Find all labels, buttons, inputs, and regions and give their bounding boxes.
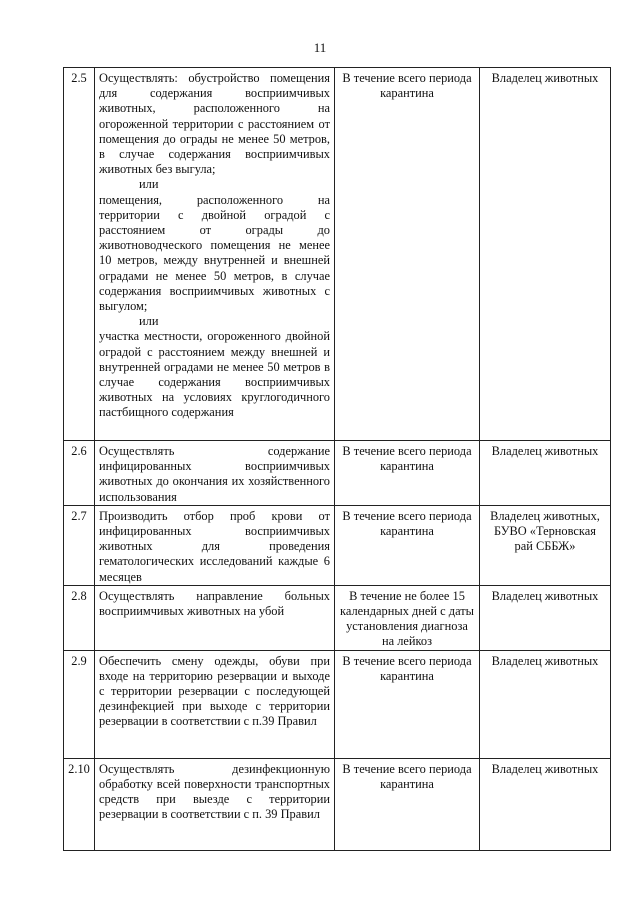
row-action xyxy=(95,68,335,441)
row-term: В течение не более 15 календарных дней с даты установления диагноза на лейкоз xyxy=(335,585,480,650)
action-paragraph: помещения, расположенного на территории с двойной оградой с расстоянием от ограды до животноводческого помещения не менее 10 метров, между внутренней и внешней оградами не менее 50 метров, в случае содержания восприимчивых животных с выгулом; xyxy=(99,192,330,314)
row-action: Осуществлять направление больных восприимчивых животных на убой xyxy=(95,585,335,650)
row-action: Обеспечить смену одежды, обуви при входе на территорию резервации и выходе с территории резервации с последующей дезинфекцией при выходе с территории резервации в соответствии с п.39 Правил xyxy=(95,650,335,758)
row-action: Осуществлять содержание инфицированных восприимчивых животных до окончания их хозяйственного использования xyxy=(95,441,335,506)
row-responsible: Владелец животных xyxy=(480,441,611,506)
row-number: 2.5 xyxy=(64,68,95,441)
measures-table xyxy=(63,67,611,851)
action-paragraph: Осуществлять: обустройство помещения для содержания восприимчивых животных, расположенного на огороженной территории с расстоянием от помещения до ограды не менее 50 метров, в случае содержания восприимчивых животных без выгула; xyxy=(99,71,330,177)
page-number: 11 xyxy=(313,40,327,55)
row-number: 2.7 xyxy=(64,505,95,585)
action-separator: или xyxy=(139,314,159,329)
row-term: В течение всего периода карантина xyxy=(335,758,480,850)
row-term: В течение всего периода карантина xyxy=(335,650,480,758)
table-row xyxy=(64,68,611,441)
row-term: В течение всего периода карантина xyxy=(335,441,480,506)
row-term: В течение всего периода карантина xyxy=(335,505,480,585)
row-number: 2.10 xyxy=(64,758,95,850)
table-row xyxy=(64,585,611,650)
row-number: 2.8 xyxy=(64,585,95,650)
row-number: 2.6 xyxy=(64,441,95,506)
row-responsible: Владелец животных xyxy=(480,650,611,758)
action-separator: или xyxy=(139,177,159,192)
row-term: В течение всего периода карантина xyxy=(335,68,480,441)
row-action: Осуществлять дезинфекционную обработку всей поверхности транспортных средств при выезде с территории резервации в соответствии с п. 39 Правил xyxy=(95,758,335,850)
table-row xyxy=(64,505,611,585)
row-action: Производить отбор проб крови от инфицированных восприимчивых животных для проведения гематологических исследований каждые 6 месяцев xyxy=(95,505,335,585)
row-responsible: Владелец животных xyxy=(480,758,611,850)
row-responsible: Владелец животных xyxy=(480,585,611,650)
table-row xyxy=(64,441,611,506)
row-responsible: Владелец животных xyxy=(480,68,611,441)
action-paragraph: участка местности, огороженного двойной оградой с расстоянием между внешней и внутренней оградами не менее 50 метров в случае содержания восприимчивых животных на условиях круглогодичного пастбищного содержания xyxy=(99,329,330,420)
table-row xyxy=(64,758,611,850)
row-responsible: Владелец животных, БУВО «Терновская рай СББЖ» xyxy=(480,505,611,585)
table-row xyxy=(64,650,611,758)
row-number: 2.9 xyxy=(64,650,95,758)
